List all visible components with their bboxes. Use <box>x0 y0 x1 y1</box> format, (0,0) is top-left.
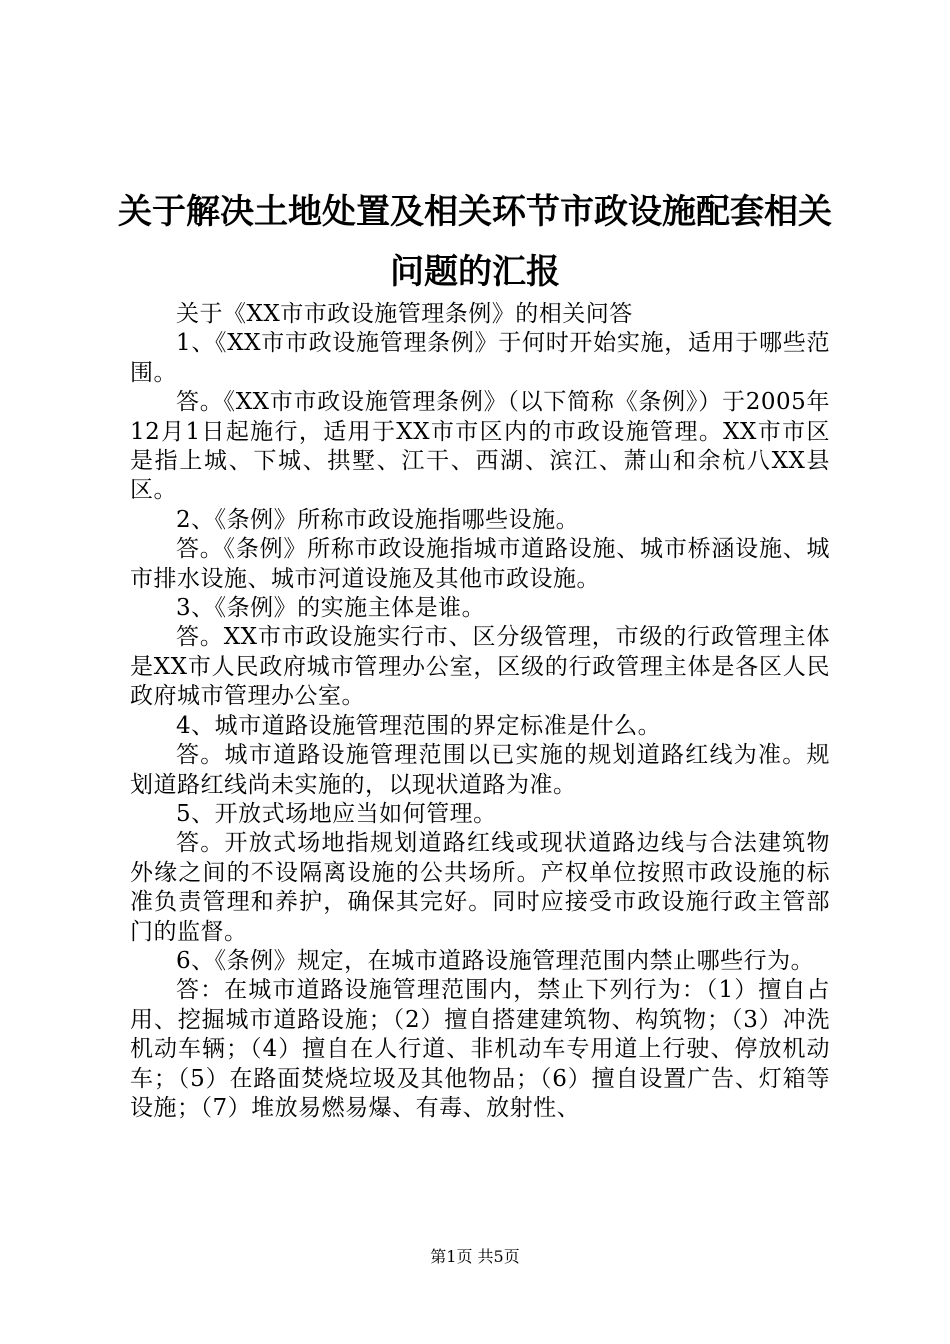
document-body <box>130 300 830 1123</box>
paragraph-question-6: 6、《条例》规定，在城市道路设施管理范围内禁止哪些行为。 <box>176 947 815 974</box>
paragraph-answer-4: 答。城市道路设施管理范围以已实施的规划道路红线为准。规划道路红线尚未实施的，以现状道路为准。 <box>130 742 830 798</box>
paragraph-answer-3: 答。XX市市政设施实行市、区分级管理，市级的行政管理主体是XX市人民政府城市管理办公室，区级的行政管理主体是各区人民政府城市管理办公室。 <box>130 624 830 710</box>
paragraph-answer-2: 答。《条例》所称市政设施指城市道路设施、城市桥涵设施、城市排水设施、城市河道设施及其他市政设施。 <box>130 536 830 592</box>
paragraph-intro: 关于《XX市市政设施管理条例》的相关问答 <box>176 301 633 327</box>
paragraph-answer-5: 答。开放式场地指规划道路红线或现状道路边线与合法建筑物外缘之间的不设隔离设施的公共场所。产权单位按照市政设施的标准负责管理和养护，确保其完好。同时应接受市政设施行政主管部门的监督。 <box>130 830 830 945</box>
paragraph-question-2: 2、《条例》所称市政设施指哪些设施。 <box>176 506 580 533</box>
page-number-footer: 第1页 共5页 <box>430 1247 520 1266</box>
document-title: 关于解决土地处置及相关环节市政设施配套相关问题的汇报 <box>118 192 832 292</box>
paragraph-question-4: 4、城市道路设施管理范围的界定标准是什么。 <box>176 712 662 739</box>
paragraph-answer-1: 答。《XX市市政设施管理条例》（以下简称《条例》）于2005年12月1日起施行，适用于XX市市区内的市政设施管理。XX市市区是指上城、下城、拱墅、江干、西湖、滨江、萧山和余杭八XX县区。 <box>130 389 830 504</box>
paragraph-question-1: 1、《XX市市政设施管理条例》于何时开始实施，适用于哪些范围。 <box>130 330 830 386</box>
paragraph-question-5: 5、开放式场地应当如何管理。 <box>176 800 497 827</box>
paragraph-question-3: 3、《条例》的实施主体是谁。 <box>176 595 486 622</box>
paragraph-answer-6: 答：在城市道路设施管理范围内，禁止下列行为：（1）擅自占用、挖掘城市道路设施；（2）擅自搭建建筑物、构筑物；（3）冲洗机动车辆；（4）擅自在人行道、非机动车专用道上行驶、停放机动车；（5）在路面焚烧垃圾及其他物品；（6）擅自设置广告、灯箱等设施；（7）堆放易燃易爆、有毒、放射性、 <box>130 977 830 1121</box>
